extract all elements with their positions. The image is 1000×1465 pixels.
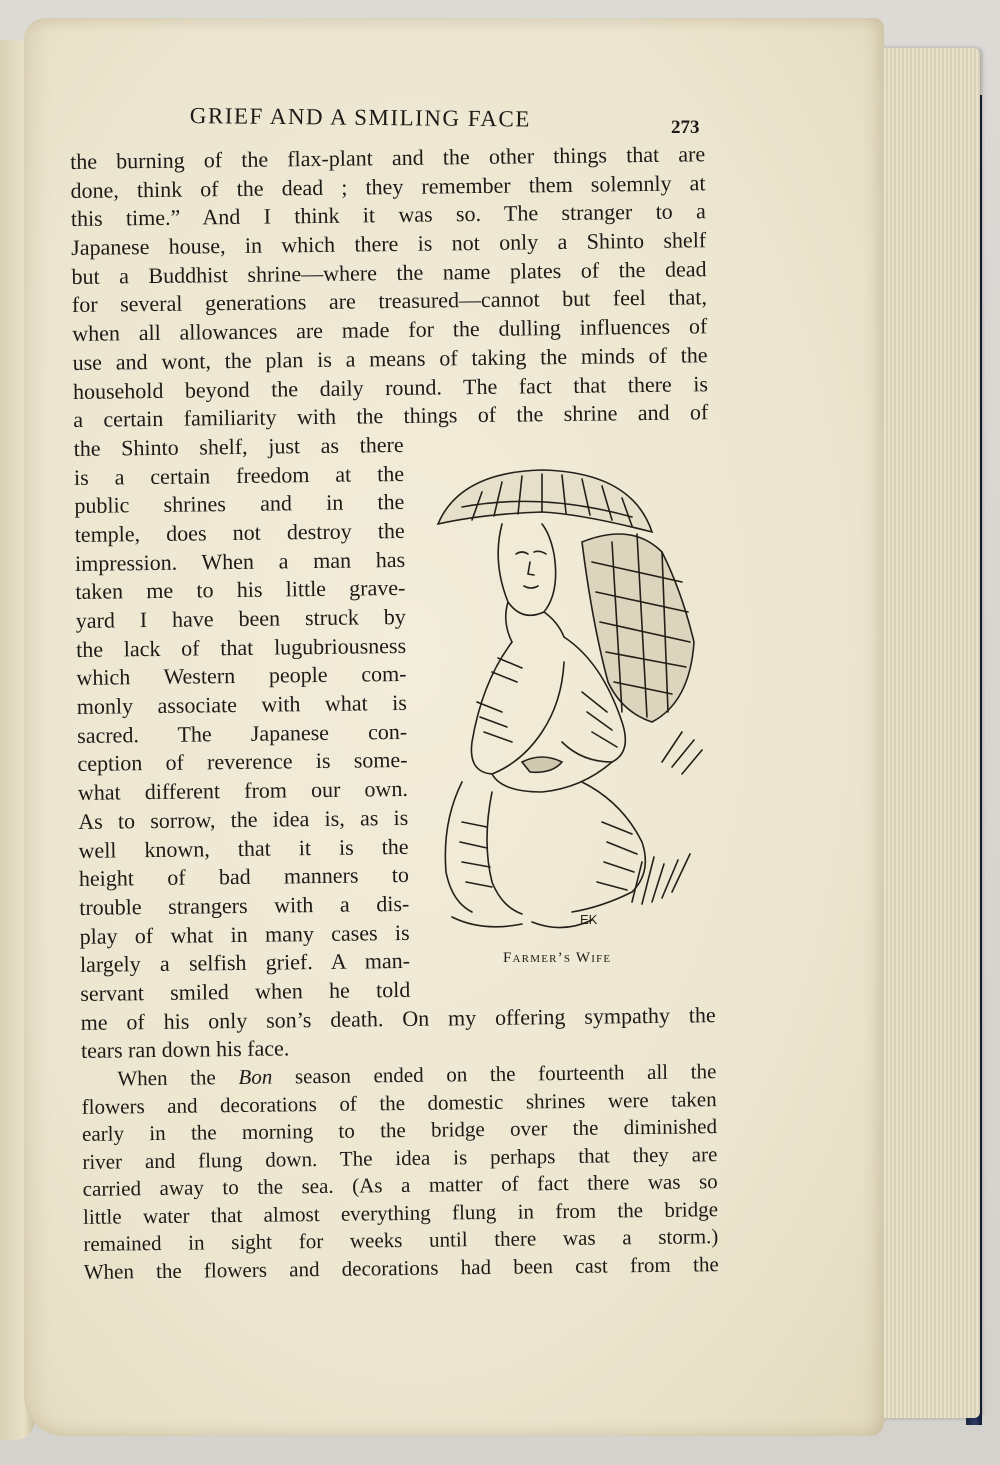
text-line: servant smiled when he told xyxy=(80,976,411,1006)
illustration-drawing xyxy=(432,462,712,952)
text-line: monly associate with what is xyxy=(76,689,407,720)
text-line: well known, that it is the xyxy=(78,833,409,863)
text-line: sacred. The Japanese con- xyxy=(77,718,408,748)
text-line: height of bad manners to xyxy=(78,862,410,892)
text-line: trouble strangers with a dis- xyxy=(79,890,410,920)
text-line: for several generations are treasured—cannot but feel that, xyxy=(71,284,708,318)
text-line: little water that almost everything flung in from the bridge xyxy=(82,1196,719,1229)
text-line: but a Buddhist shrine—where the name plates of the dead xyxy=(71,255,707,289)
text-line: flowers and decorations of the domestic shrines were taken xyxy=(81,1086,717,1119)
farmers-wife-illustration xyxy=(432,462,712,952)
text-run: season ended on the fourteenth all the xyxy=(272,1059,717,1089)
paragraph-2 xyxy=(81,1058,724,1286)
page-stack-edge xyxy=(868,48,980,1418)
text-line: is a certain freedom at the xyxy=(73,460,405,490)
text-line: impression. When a man has xyxy=(74,546,406,576)
running-head: GRIEF AND A SMILING FACE xyxy=(189,103,531,132)
text-line: carried away to the sea. (As a matter of fact there was so xyxy=(82,1169,718,1201)
text-line: temple, does not destroy the xyxy=(74,517,405,547)
text-line: largely a selfish grief. A man- xyxy=(79,948,411,978)
text-line: As to sorrow, the idea is, as is xyxy=(78,804,409,834)
text-line: use and wont, the plan is a means of taking the minds of the xyxy=(72,342,708,375)
text-line: me of his only son’s death. On my offering sympathy the xyxy=(80,1001,716,1035)
text-line: remained in sight for weeks until there was a storm.) xyxy=(83,1224,719,1256)
text-line: done, think of the dead ; they remember them solemnly at xyxy=(70,169,706,203)
text-line: which Western people com- xyxy=(76,661,407,691)
text-line: this time.” And I think it was so. The stranger to a xyxy=(70,198,706,232)
text-run: When the xyxy=(117,1065,239,1091)
text-line: the Shinto shelf, just as there xyxy=(73,431,404,461)
text-line: river and flung down. The idea is perhaps that they are xyxy=(82,1141,718,1174)
text-line: ception of reverence is some- xyxy=(77,747,408,777)
text-line: what different from our own. xyxy=(77,776,409,806)
text-line: taken me to his little grave- xyxy=(75,575,406,605)
text-line: When the flowers and decorations had been cast from the xyxy=(83,1251,719,1284)
text-line: the burning of the flax-plant and the other things that are xyxy=(70,141,706,174)
text-line: a certain familiarity with the things of the shrine and of xyxy=(73,399,709,433)
artist-signature: EK xyxy=(580,912,598,927)
text-line: the lack of that lugubriousness xyxy=(75,632,407,662)
text-line: when all allowances are made for the dulling influences of xyxy=(72,313,708,347)
text-line: play of what in many cases is xyxy=(79,919,410,949)
text-line: early in the morning to the bridge over the diminished xyxy=(81,1114,718,1146)
illustration-caption: Farmer’s Wife xyxy=(503,950,612,966)
text-line: public shrines and in the xyxy=(74,489,405,519)
italic-word: Bon xyxy=(238,1064,273,1090)
text-line: Japanese house, in which there is not only a Shinto shelf xyxy=(71,227,707,261)
text-line: household beyond the daily round. The fact that there is xyxy=(72,370,709,404)
text-line: yard I have been struck by xyxy=(75,603,406,633)
page-number: 273 xyxy=(671,117,700,138)
text-line: tears ran down his face. xyxy=(80,1035,290,1064)
